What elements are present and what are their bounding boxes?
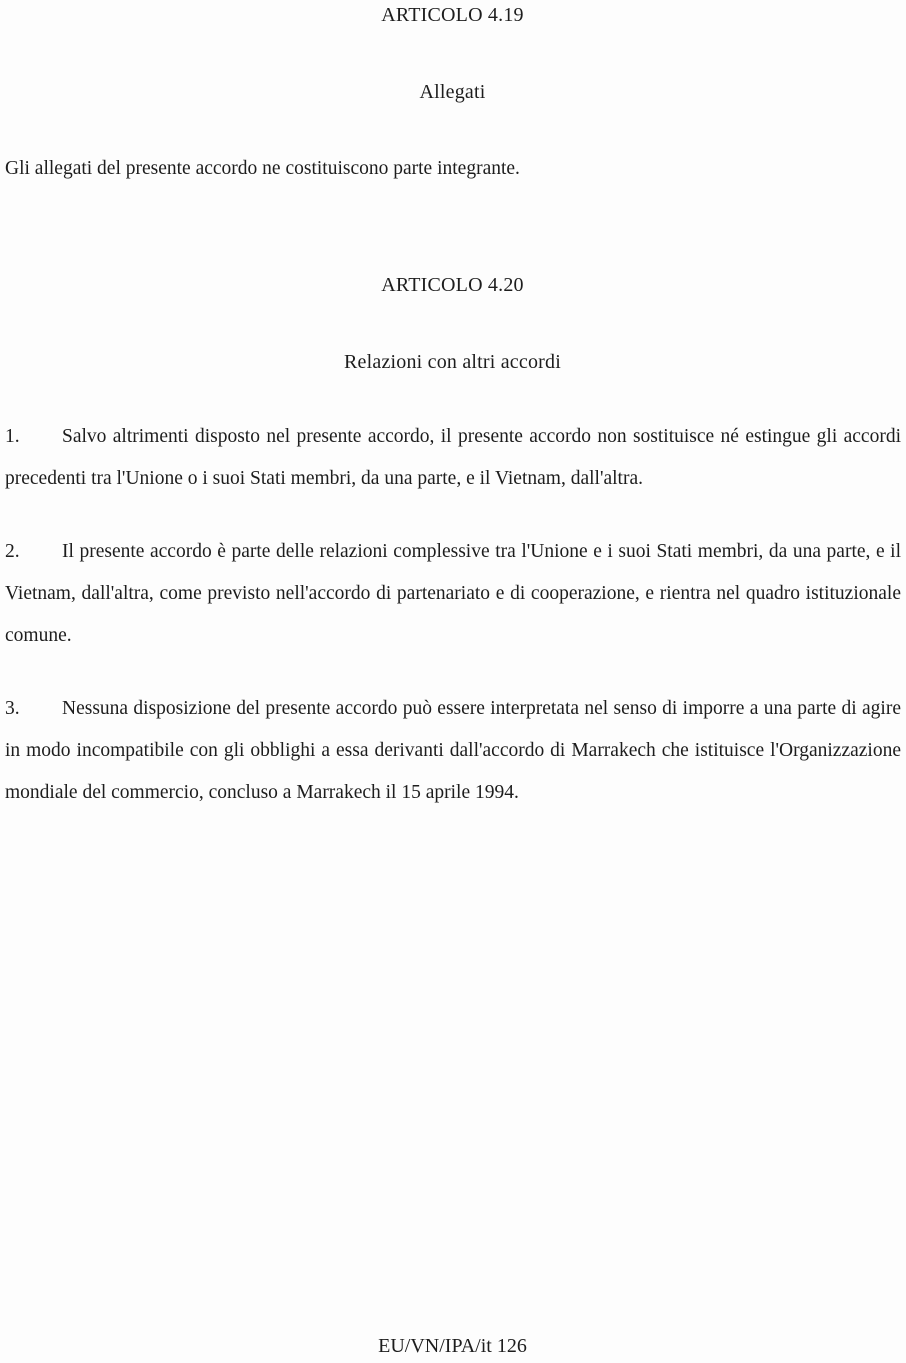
article-4-20-heading: ARTICOLO 4.20 [381,274,524,296]
article-4-19-paragraph: Gli allegati del presente accordo ne costituiscono parte integrante. [5,158,520,179]
article-4-20-paragraph-1 [5,416,901,500]
paragraph-text: Nessuna disposizione del presente accordo può essere interpretata nel senso di imporre a una parte di agire in modo incompatibile con gli obblighi a essa derivanti dall'accordo di Marrakech che istituisce l'Organizzazione mondiale del commercio, concluso a Marrakech il 15 aprile 1994. [5,698,901,803]
article-4-19-heading: ARTICOLO 4.19 [381,4,524,26]
article-4-20-paragraph-3 [5,688,901,814]
paragraph-text: Il presente accordo è parte delle relazioni complessive tra l'Unione e i suoi Stati membri, da una parte, e il Vietnam, dall'altra, come previsto nell'accordo di partenariato e di cooperazione, e rientra nel quadro istituzionale comune. [5,541,901,646]
paragraph-number: 3. [5,698,20,719]
paragraph-number: 1. [5,426,20,447]
paragraph-number: 2. [5,541,20,562]
paragraph-text: Salvo altrimenti disposto nel presente accordo, il presente accordo non sostituisce né estingue gli accordi precedenti tra l'Unione o i suoi Stati membri, da una parte, e il Vietnam, dall'altra. [5,426,901,489]
article-4-19-subheading: Allegati [419,81,486,103]
page-footer-reference: EU/VN/IPA/it 126 [378,1335,527,1357]
article-4-20-paragraph-2 [5,531,901,657]
article-4-20-subheading: Relazioni con altri accordi [344,351,561,373]
